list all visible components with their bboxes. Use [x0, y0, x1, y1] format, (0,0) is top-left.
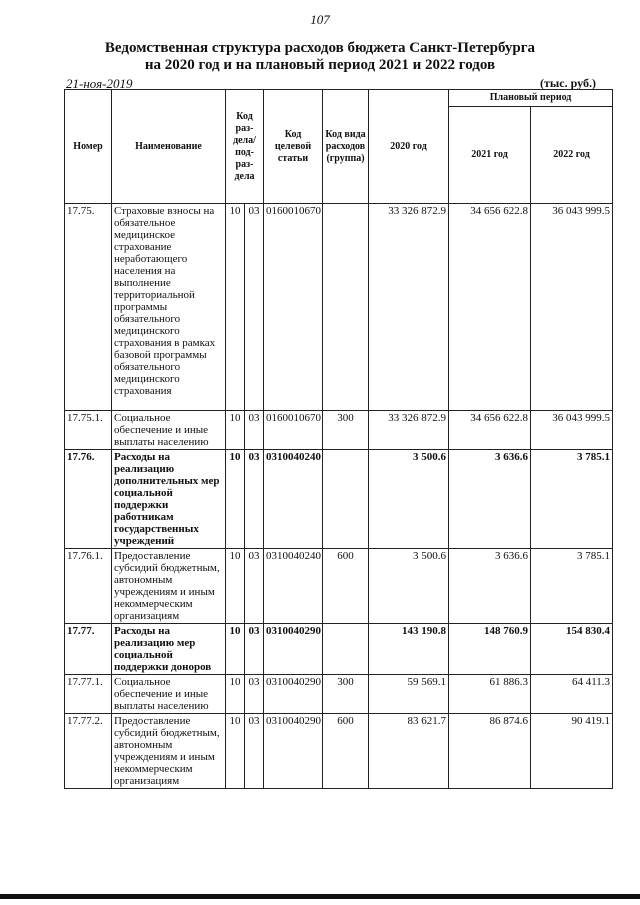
- table-row: [65, 411, 613, 450]
- row-amount-2020: 3 500.6: [369, 549, 449, 624]
- title-line-2: на 2020 год и на плановый период 2021 и 2022 годов: [144, 57, 496, 73]
- row-csr: 0310040290: [264, 624, 323, 675]
- row-amount-2020: 83 621.7: [369, 714, 449, 789]
- row-vr: 300: [323, 675, 369, 714]
- header-name: Наименование: [112, 90, 226, 204]
- footer-rule: [0, 894, 640, 899]
- row-amount-2022: 90 419.1: [531, 714, 613, 789]
- row-number: 17.75.1.: [65, 411, 112, 450]
- row-name: Расходы на реализацию дополнительных мер социальной поддержки работникам государственных учреждений: [112, 450, 226, 549]
- row-amount-2021: 3 636.6: [449, 549, 531, 624]
- budget-table: [64, 89, 613, 789]
- row-amount-2021: 34 656 622.8: [449, 411, 531, 450]
- row-amount-2020: 59 569.1: [369, 675, 449, 714]
- row-number: 17.77.2.: [65, 714, 112, 789]
- document-date: 21-ноя-2019: [66, 76, 133, 91]
- table-row: [65, 675, 613, 714]
- row-name: Предоставление субсидий бюджетным, автономным учреждениям и иным некоммерческим организациям: [112, 714, 226, 789]
- row-csr: 0310040290: [264, 675, 323, 714]
- header-planned-period: Плановый период: [449, 90, 613, 107]
- row-csr: 0160010670: [264, 204, 323, 411]
- row-amount-2020: 3 500.6: [369, 450, 449, 549]
- row-section: 10: [226, 204, 245, 411]
- row-name: Социальное обеспечение и иные выплаты населению: [112, 675, 226, 714]
- header-section: Код раз- дела/ под- раз- дела: [226, 90, 264, 204]
- header-2021: 2021 год: [449, 107, 531, 204]
- row-csr: 0160010670: [264, 411, 323, 450]
- row-name: Предоставление субсидий бюджетным, автономным учреждениям и иным некоммерческим организациям: [112, 549, 226, 624]
- table-body: [65, 204, 613, 789]
- row-section: 10: [226, 624, 245, 675]
- row-amount-2021: 86 874.6: [449, 714, 531, 789]
- row-amount-2020: 33 326 872.9: [369, 411, 449, 450]
- row-subsection: 03: [245, 675, 264, 714]
- table-row: [65, 549, 613, 624]
- row-amount-2022: 3 785.1: [531, 549, 613, 624]
- header-vr: Код вида расходов (группа): [323, 90, 369, 204]
- row-subsection: 03: [245, 714, 264, 789]
- row-csr: 0310040290: [264, 714, 323, 789]
- row-subsection: 03: [245, 624, 264, 675]
- row-section: 10: [226, 675, 245, 714]
- header-2022: 2022 год: [531, 107, 613, 204]
- row-amount-2020: 33 326 872.9: [369, 204, 449, 411]
- row-section: 10: [226, 450, 245, 549]
- row-subsection: 03: [245, 549, 264, 624]
- document-title: [0, 40, 640, 74]
- row-subsection: 03: [245, 450, 264, 549]
- row-vr: 600: [323, 714, 369, 789]
- row-amount-2020: 143 190.8: [369, 624, 449, 675]
- row-number: 17.77.: [65, 624, 112, 675]
- row-vr: 600: [323, 549, 369, 624]
- row-vr: 300: [323, 411, 369, 450]
- header-2020: 2020 год: [369, 90, 449, 204]
- row-section: 10: [226, 549, 245, 624]
- row-number: 17.75.: [65, 204, 112, 411]
- row-amount-2022: 154 830.4: [531, 624, 613, 675]
- row-number: 17.77.1.: [65, 675, 112, 714]
- header-number: Номер: [65, 90, 112, 204]
- row-name: Социальное обеспечение и иные выплаты населению: [112, 411, 226, 450]
- row-amount-2022: 36 043 999.5: [531, 411, 613, 450]
- row-amount-2021: 3 636.6: [449, 450, 531, 549]
- page-number: 107: [310, 12, 330, 27]
- row-section: 10: [226, 714, 245, 789]
- row-number: 17.76.1.: [65, 549, 112, 624]
- row-amount-2022: 36 043 999.5: [531, 204, 613, 411]
- row-amount-2022: 64 411.3: [531, 675, 613, 714]
- row-vr: [323, 624, 369, 675]
- row-amount-2021: 148 760.9: [449, 624, 531, 675]
- row-subsection: 03: [245, 204, 264, 411]
- units-label: (тыс. руб.): [540, 76, 596, 90]
- row-amount-2022: 3 785.1: [531, 450, 613, 549]
- row-name: Страховые взносы на обязательное медицинское страхование неработающего населения на выполнение территориальной программы обязательного медицинского страхования в рамках базовой программы обязательного медицинского страхования: [112, 204, 226, 411]
- row-vr: [323, 450, 369, 549]
- row-vr: [323, 204, 369, 411]
- title-line-1: Ведомственная структура расходов бюджета Санкт-Петербурга: [104, 40, 536, 56]
- row-section: 10: [226, 411, 245, 450]
- row-csr: 0310040240: [264, 549, 323, 624]
- row-amount-2021: 34 656 622.8: [449, 204, 531, 411]
- table-row: [65, 450, 613, 549]
- table-row: [65, 204, 613, 411]
- table-row: [65, 624, 613, 675]
- row-amount-2021: 61 886.3: [449, 675, 531, 714]
- header-csr: Код целевой статьи: [264, 90, 323, 204]
- row-csr: 0310040240: [264, 450, 323, 549]
- row-name: Расходы на реализацию мер социальной поддержки доноров: [112, 624, 226, 675]
- table-row: [65, 714, 613, 789]
- row-subsection: 03: [245, 411, 264, 450]
- row-number: 17.76.: [65, 450, 112, 549]
